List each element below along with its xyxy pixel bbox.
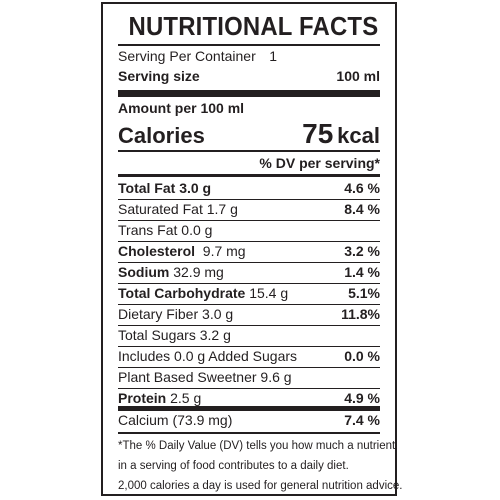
nutrient-amount: 15.4 g <box>249 285 289 301</box>
nutrition-title: NUTRITIONAL FACTS <box>128 11 379 41</box>
row-divider <box>118 199 380 200</box>
nutrient-row <box>118 180 380 196</box>
serving-size-row <box>118 68 380 84</box>
thick-divider-bottom <box>118 406 380 411</box>
dv-header-divider <box>118 174 380 177</box>
nutrient-name: Dietary Fiber <box>118 306 199 322</box>
nutrient-row <box>118 412 380 428</box>
nutrient-amount: 9.7 mg <box>202 243 246 259</box>
nutrient-name: Sodium <box>118 264 170 280</box>
nutrient-name: Cholesterol <box>118 243 196 259</box>
thick-divider-top <box>118 90 380 97</box>
nutrient-amount: 3.0 g <box>202 306 234 322</box>
calories-value: 75 <box>302 118 334 149</box>
nutrient-row <box>118 285 380 301</box>
nutrient-row <box>118 348 380 364</box>
serving-per-container-row <box>118 48 380 64</box>
nutrient-name: Includes 0.0 g Added Sugars <box>118 348 298 364</box>
nutrient-name: Total Carbohydrate <box>118 285 246 301</box>
row-divider <box>118 220 380 221</box>
calories-label: Calories <box>118 123 205 148</box>
calories-value-group <box>302 118 380 150</box>
nutrient-amount: 3.2 g <box>199 327 231 343</box>
nutrient-amount: 1.7 g <box>206 201 238 217</box>
nutrient-dv: 7.4 % <box>344 412 380 428</box>
row-divider <box>118 304 380 305</box>
nutrient-name: Plant Based Sweetner <box>118 369 257 385</box>
nutrient-dv: 8.4 % <box>344 201 380 217</box>
nutrient-name: Total Fat <box>118 180 176 196</box>
row-divider <box>118 283 380 284</box>
nutrient-amount: 2.5 g <box>170 390 202 406</box>
nutrient-name: Protein <box>118 390 167 406</box>
serving-per-container-label: Serving Per Container <box>118 48 256 64</box>
nutrient-amount: 9.6 g <box>260 369 292 385</box>
row-divider <box>118 325 380 326</box>
title-divider <box>118 44 380 46</box>
dv-header <box>118 155 380 171</box>
amount-per-label: Amount per 100 ml <box>118 100 245 116</box>
nutrition-facts-content <box>118 4 403 494</box>
footnote-line: *The % Daily Value (DV) tells you how much a nutrient <box>118 440 396 452</box>
nutrient-dv: 1.4 % <box>344 264 380 280</box>
nutrient-row <box>118 222 380 238</box>
nutrient-row <box>118 390 380 406</box>
nutrient-amount: (73.9 mg) <box>172 412 233 428</box>
serving-size-label: Serving size <box>118 68 200 84</box>
serving-per-container-value: 1 <box>269 48 277 64</box>
footnote-line: 2,000 calories a day is used for general nutrition advice. <box>118 480 403 492</box>
nutrient-dv: 5.1% <box>348 285 380 301</box>
nutrition-facts-panel <box>101 2 403 496</box>
footnote-line: in a serving of food contributes to a daily diet. <box>118 460 349 472</box>
nutrient-row <box>118 306 380 322</box>
nutrient-name: Calcium <box>118 412 169 428</box>
row-divider <box>118 367 380 368</box>
row-divider <box>118 388 380 389</box>
calories-unit: kcal <box>337 123 380 148</box>
nutrient-amount: 3.0 g <box>179 180 212 196</box>
nutrient-dv: 3.2 % <box>344 243 380 259</box>
calories-row <box>118 118 380 150</box>
nutrient-dv: 0.0 % <box>344 348 380 364</box>
nutrient-amount: 0.0 g <box>181 222 213 238</box>
nutrient-row <box>118 243 380 259</box>
nutrient-row <box>118 327 380 343</box>
nutrient-dv: 4.9 % <box>344 390 380 406</box>
nutrient-dv: 11.8% <box>341 306 380 322</box>
nutrient-name: Trans Fat <box>118 222 178 238</box>
nutrient-name: Total Sugars <box>118 327 196 343</box>
calories-divider <box>118 150 380 152</box>
row-divider <box>118 262 380 263</box>
nutrient-row <box>118 369 380 385</box>
nutrient-row <box>118 264 380 280</box>
nutrient-name: Saturated Fat <box>118 201 203 217</box>
row-divider <box>118 346 380 347</box>
footnote-divider <box>118 432 380 434</box>
nutrient-amount: 32.9 mg <box>173 264 224 280</box>
nutrient-dv: 4.6 % <box>344 180 380 196</box>
nutrient-row <box>118 201 380 217</box>
dv-header-text: % DV per serving* <box>259 155 380 171</box>
row-divider <box>118 241 380 242</box>
serving-size-value: 100 ml <box>336 68 380 84</box>
